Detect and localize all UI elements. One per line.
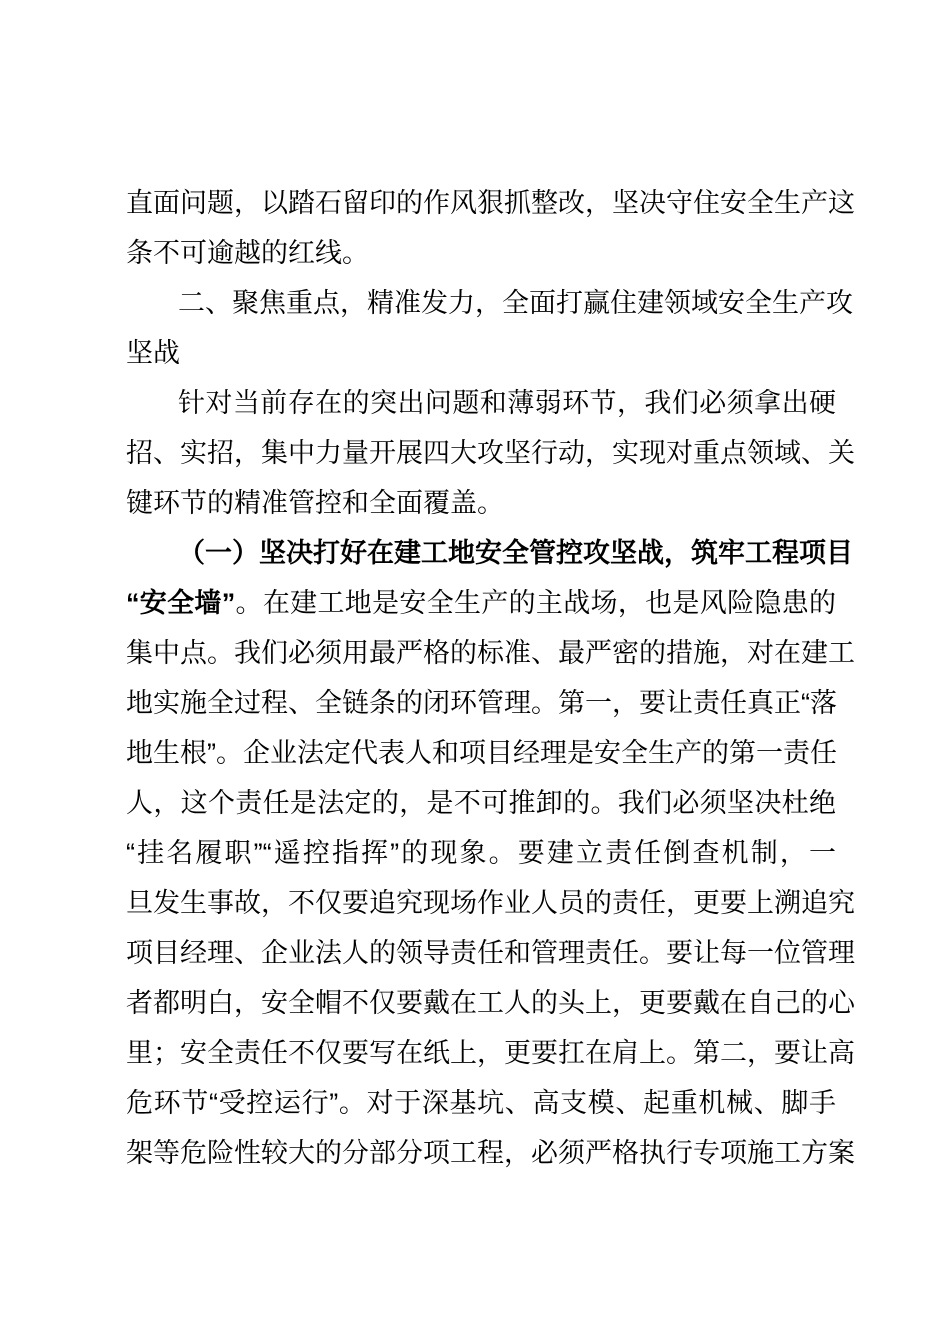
text-segment: 地生根”。企业法定代表人和项目经理是安全生产的第一责任	[126, 738, 837, 768]
text-segment: 直面问题，以踏石留印的作风狠抓整改，坚决守住安全生产这	[126, 188, 855, 218]
text-line	[126, 1078, 836, 1128]
text-line	[126, 928, 855, 978]
text-segment: “挂名履职”“遥控指挥”的现象。要建立责任倒查机制，一	[126, 838, 836, 868]
document-body	[126, 178, 855, 1178]
text-line	[126, 828, 836, 878]
text-segment: （一）坚决打好在建工地安全管控攻坚战，筑牢工程项目	[178, 538, 853, 568]
text-line	[126, 578, 836, 628]
text-line	[126, 328, 836, 378]
text-line	[126, 378, 836, 428]
text-segment: 招、实招，集中力量开展四大攻坚行动，实现对重点领域、关	[126, 438, 855, 468]
text-segment: 针对当前存在的突出问题和薄弱环节，我们必须拿出硬	[178, 388, 836, 418]
text-segment: 项目经理、企业法人的领导责任和管理责任。要让每一位管理	[126, 938, 855, 968]
text-line	[126, 628, 855, 678]
text-segment: “安全墙”	[126, 588, 236, 618]
text-line	[126, 878, 855, 928]
text-segment: 危环节“受控运行”。对于深基坑、高支模、起重机械、脚手	[126, 1088, 836, 1118]
text-segment: 坚战	[126, 338, 180, 368]
text-segment: 人，这个责任是法定的，是不可推卸的。我们必须坚决杜绝	[126, 788, 836, 818]
text-line	[126, 1128, 855, 1178]
text-line	[126, 478, 836, 528]
text-line	[126, 228, 836, 278]
text-segment: 里；安全责任不仅要写在纸上，更要扛在肩上。第二，要让高	[126, 1038, 855, 1068]
text-segment: 集中点。我们必须用最严格的标准、最严密的措施，对在建工	[126, 638, 855, 668]
text-line	[126, 528, 853, 578]
text-segment: 。在建工地是安全生产的主战场，也是风险隐患的	[235, 588, 837, 618]
text-line	[126, 778, 836, 828]
text-segment: 键环节的精准管控和全面覆盖。	[126, 488, 504, 518]
text-segment: 者都明白，安全帽不仅要戴在工人的头上，更要戴在自己的心	[126, 988, 855, 1018]
text-segment: 架等危险性较大的分部分项工程，必须严格执行专项施工方案	[126, 1138, 855, 1168]
text-line	[126, 978, 855, 1028]
text-segment: 二、聚焦重点，精准发力，全面打赢住建领域安全生产攻	[178, 288, 853, 318]
text-segment: 条不可逾越的红线。	[126, 238, 369, 268]
text-line	[126, 428, 855, 478]
text-line	[126, 678, 836, 728]
text-line	[126, 278, 853, 328]
text-segment: 旦发生事故，不仅要追究现场作业人员的责任，更要上溯追究	[126, 888, 855, 918]
text-segment: 地实施全过程、全链条的闭环管理。第一，要让责任真正“落	[126, 688, 837, 718]
text-line	[126, 178, 855, 228]
text-line	[126, 728, 836, 778]
text-line	[126, 1028, 855, 1078]
